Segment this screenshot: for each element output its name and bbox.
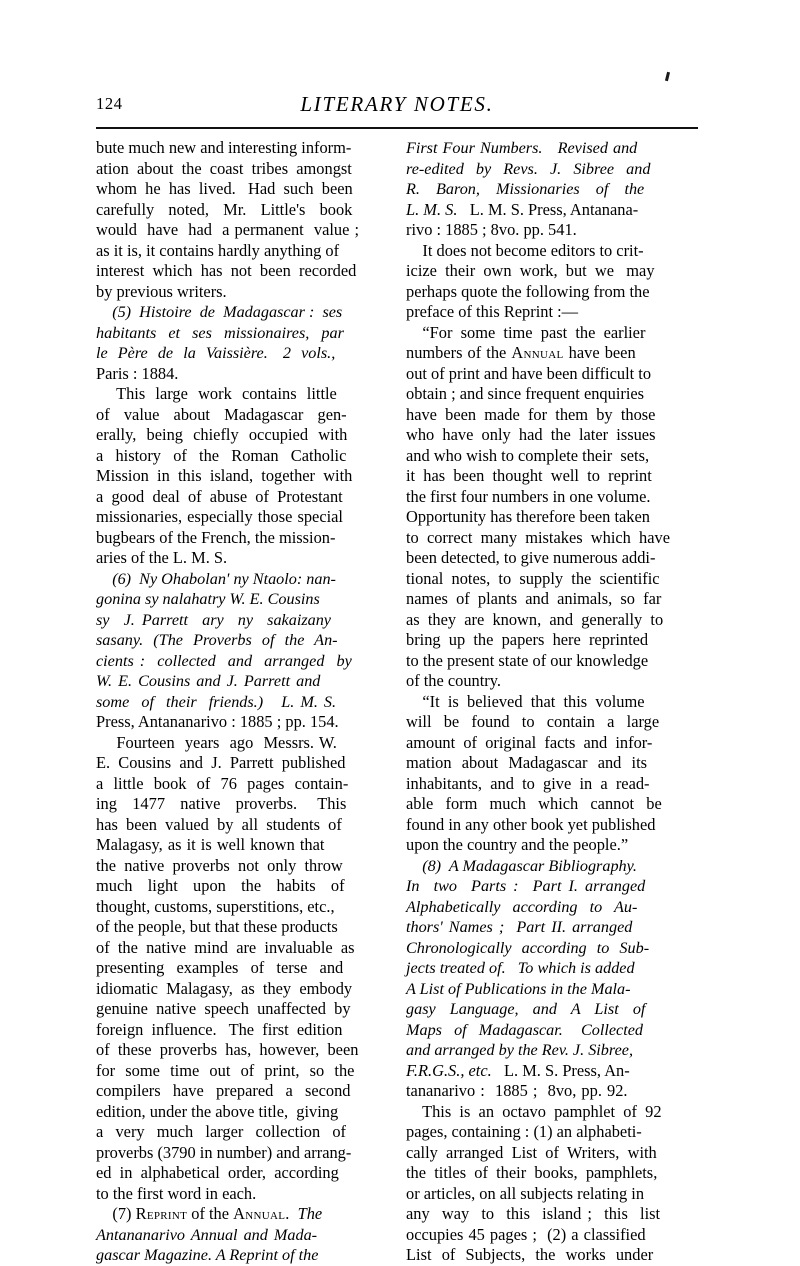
text-line: [406, 200, 700, 221]
text-line: found in any other book yet published: [406, 814, 656, 834]
roman-run: numbers of the: [406, 343, 512, 362]
italic-run: The: [297, 1204, 323, 1223]
text-line: interest which has not been recorded: [96, 261, 357, 280]
text-line: who have only had the later issues: [406, 425, 656, 444]
text-line: tananarivo : 1885 ; 8vo, pp. 92.: [406, 1081, 628, 1100]
running-head: [96, 92, 698, 122]
text-line: to the present state of our knowledge: [406, 650, 649, 670]
text-line: W. E. Cousins and J. Parrett and: [96, 672, 321, 690]
text-line: occupies 45 pages ; (2) a classified: [406, 1224, 646, 1244]
text-line: names of plants and animals, so far: [406, 589, 662, 608]
text-line: (8) A Madagascar Bibliography.: [406, 856, 637, 875]
text-line: presenting examples of terse and: [96, 958, 344, 977]
text-line: of the native mind are invaluable as: [96, 937, 355, 957]
text-line: gasy Language, and A List of: [406, 1000, 646, 1018]
text-line: has been valued by all students of: [96, 814, 342, 834]
text-line: cients : collected and arranged by: [96, 651, 352, 670]
small-caps-run: Annual: [233, 1204, 286, 1223]
roman-run: L. M. S. Press, An-: [491, 1060, 630, 1080]
text-column-right: [406, 138, 700, 1266]
text-line: Chronologically according to Sub-: [406, 938, 650, 957]
text-line: a little book of 76 pages contain-: [96, 773, 349, 793]
text-line: missionaries, especially those special: [96, 507, 343, 526]
roman-run: have been: [563, 343, 636, 362]
text-line: whom he has lived. Had such been: [96, 179, 353, 198]
text-line: proverbs (3790 in number) and arrang-: [96, 1142, 352, 1162]
text-line: the first four numbers in one volume.: [406, 486, 651, 506]
text-line: some of their friends.) L. M. S.: [96, 692, 337, 711]
text-line: idiomatic Malagasy, as they embody: [96, 978, 353, 998]
text-line: carefully noted, Mr. Little's book: [96, 199, 353, 219]
text-line: R. Baron, Missionaries of the: [406, 180, 645, 198]
text-line: Opportunity has therefore been taken: [406, 507, 650, 526]
text-line: It does not become editors to crit-: [406, 240, 644, 260]
text-line: Alphabetically according to Au-: [406, 897, 638, 916]
text-line: to correct many mistakes which have: [406, 527, 670, 547]
text-line: for some time out of print, so the: [96, 1060, 355, 1080]
page-folio-number: 124: [96, 94, 123, 113]
text-line: A List of Publications in the Mala-: [406, 979, 631, 998]
text-line: Antananarivo Annual and Mada-: [96, 1225, 318, 1244]
text-line: gascar Magazine. A Reprint of the: [96, 1246, 319, 1264]
text-line: inhabitants, and to give in a read-: [406, 773, 650, 793]
text-line: Press, Antananarivo : 1885 ; pp. 154.: [96, 712, 339, 731]
text-line: any way to this island ; this list: [406, 1204, 661, 1223]
text-line: of the people, but that these products: [96, 917, 338, 936]
text-line: This large work contains little: [96, 384, 337, 403]
stray-ink-mark: [665, 72, 670, 81]
text-line: re-edited by Revs. J. Sibree and: [406, 159, 651, 178]
text-line: perhaps quote the following from the: [406, 281, 650, 301]
text-line: bring up the papers here reprinted: [406, 630, 649, 649]
text-line: of value about Madagascar gen-: [96, 404, 347, 424]
text-line: the titles of their books, pamphlets,: [406, 1163, 658, 1182]
text-line: as it is, it contains hardly anything of: [96, 240, 340, 260]
text-line: foreign influence. The first edition: [96, 1019, 343, 1039]
text-line: as they are known, and generally to: [406, 609, 664, 629]
text-line: (5) Histoire de Madagascar : ses: [96, 303, 343, 321]
text-line: and who wish to complete their sets,: [406, 445, 650, 465]
text-line: compilers have prepared a second: [96, 1081, 351, 1100]
roman-run: .: [285, 1204, 298, 1223]
text-line: a very much larger collection of: [96, 1122, 346, 1141]
text-line: and arranged by the Rev. J. Sibree,: [406, 1041, 634, 1059]
text-line: a good deal of abuse of Protestant: [96, 486, 343, 506]
text-line: “It is believed that this volume: [406, 691, 645, 711]
text-line: much light upon the habits of: [96, 876, 345, 895]
text-line: upon the country and the people.”: [406, 835, 629, 854]
text-line: Mission in this island, together with: [96, 466, 353, 485]
text-line: tional notes, to supply the scientific: [406, 568, 660, 588]
text-line: or articles, on all subjects relating in: [406, 1183, 645, 1203]
text-line: gonina sy nalahatry W. E. Cousins: [96, 590, 320, 608]
text-line: to the first word in each.: [96, 1183, 257, 1203]
text-line: Malagasy, as it is well known that: [96, 835, 325, 854]
text-line: rivo : 1885 ; 8vo. pp. 541.: [406, 220, 577, 239]
text-line: it has been thought well to reprint: [406, 466, 652, 485]
small-caps-run: Annual: [511, 343, 564, 362]
text-line: out of print and have been difficult to: [406, 363, 652, 383]
text-line: able form much which cannot be: [406, 794, 662, 813]
text-line: obtain ; and since frequent enquiries: [406, 384, 645, 403]
text-line: In two Parts : Part I. arranged: [406, 877, 646, 895]
running-head-title: LITERARY NOTES.: [300, 92, 494, 116]
small-caps-run: Reprint: [135, 1204, 188, 1223]
text-line: have been made for them by those: [406, 404, 656, 424]
text-line: genuine native speech unaffected by: [96, 999, 351, 1018]
text-line: E. Cousins and J. Parrett published: [96, 753, 346, 772]
text-line: will be found to contain a large: [406, 712, 660, 731]
text-line: thought, customs, superstitions, etc.,: [96, 896, 335, 916]
text-line: Maps of Madagascar. Collected: [406, 1020, 644, 1039]
text-line: of the country.: [406, 671, 501, 690]
text-line: a history of the Roman Catholic: [96, 445, 347, 465]
text-line: habitants et ses missionaires, par: [96, 323, 344, 342]
text-line: edition, under the above title, giving: [96, 1101, 339, 1121]
text-line: This is an octavo pamphlet of 92: [406, 1101, 662, 1121]
text-line: by previous writers.: [96, 281, 227, 301]
roman-run: of the: [187, 1204, 234, 1223]
text-line: ing 1477 native proverbs. This: [96, 794, 347, 813]
text-line: thors' Names ; Part II. arranged: [406, 918, 633, 936]
text-line: le Père de la Vaissière. 2 vols.,: [96, 344, 336, 362]
text-line: would have had a permanent value ;: [96, 220, 360, 239]
text-line: (6) Ny Ohabolan' ny Ntaolo: nan-: [96, 569, 336, 588]
text-line: “For some time past the earlier: [406, 322, 646, 342]
text-line: sy J. Parrett ary ny sakaizany: [96, 610, 331, 629]
text-line: been detected, to give numerous addi-: [406, 548, 656, 567]
italic-run: L. M. S.: [406, 199, 458, 219]
roman-run: L. M. S. Press, Antanana-: [457, 199, 639, 219]
text-line: List of Subjects, the works under: [406, 1245, 654, 1264]
italic-run: F.R.G.S., etc.: [406, 1060, 492, 1080]
text-line: [406, 343, 700, 364]
text-line: of these proverbs has, however, been: [96, 1040, 359, 1059]
text-line: cally arranged List of Writers, with: [406, 1142, 657, 1162]
text-line: ation about the coast tribes amongst: [96, 158, 352, 178]
text-line: [406, 1061, 700, 1082]
text-line: bugbears of the French, the mission-: [96, 527, 336, 547]
text-line: preface of this Reprint :—: [406, 302, 579, 321]
text-line: icize their own work, but we may: [406, 261, 655, 280]
text-line: amount of original facts and infor-: [406, 732, 653, 752]
text-line: bute much new and interesting inform-: [96, 138, 352, 157]
roman-run: (7): [96, 1204, 136, 1223]
header-rule-divider: [96, 127, 698, 129]
text-line: First Four Numbers. Revised and: [406, 139, 638, 157]
text-column-left: [96, 138, 390, 1266]
text-line: Fourteen years ago Messrs. W.: [96, 732, 337, 752]
text-line: [96, 1204, 390, 1225]
text-line: jects treated of. To which is added: [406, 959, 635, 977]
text-line: ed in alphabetical order, according: [96, 1163, 339, 1182]
text-line: aries of the L. M. S.: [96, 548, 228, 567]
text-line: sasany. (The Proverbs of the An-: [96, 631, 338, 649]
text-line: pages, containing : (1) an alphabeti-: [406, 1122, 642, 1141]
text-line: mation about Madagascar and its: [406, 753, 648, 772]
text-line: erally, being chiefly occupied with: [96, 425, 348, 444]
text-line: Paris : 1884.: [96, 363, 179, 383]
text-line: the native proverbs not only throw: [96, 855, 343, 875]
